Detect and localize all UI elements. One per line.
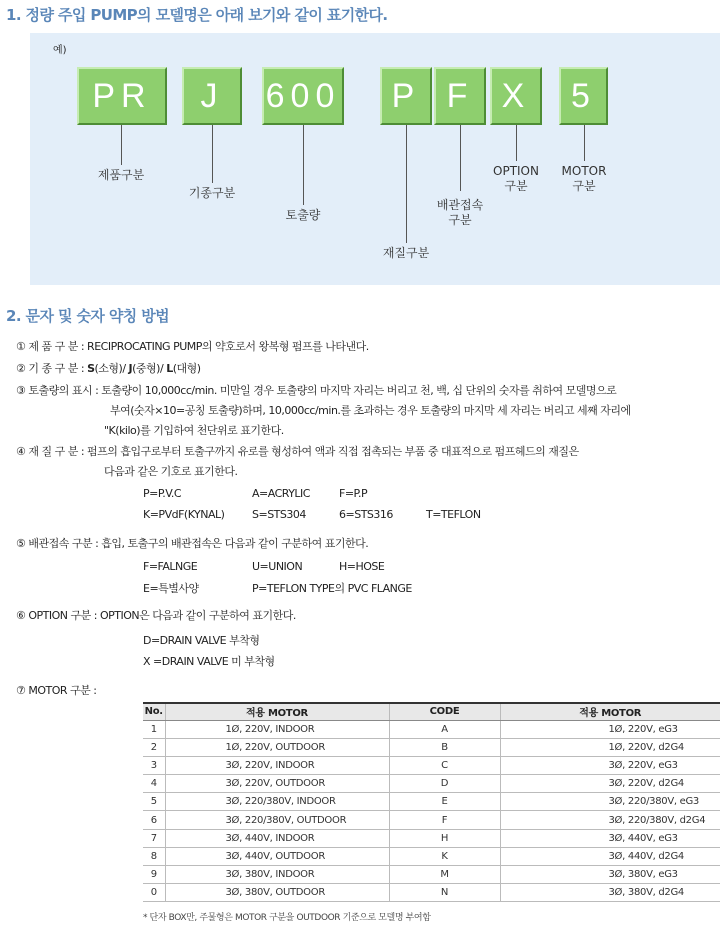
material-code: F=P.P bbox=[339, 487, 368, 500]
pipe-code: U=UNION bbox=[252, 560, 303, 573]
item-pipe: ⑤ 배관접속 구분 : 흡입, 토출구의 배관접속은 다음과 같이 구분하여 표기한다. bbox=[16, 537, 369, 550]
option-code: D=DRAIN VALVE 부착형 bbox=[143, 634, 260, 647]
option-code: X =DRAIN VALVE 미 부착형 bbox=[143, 655, 275, 668]
connector-line bbox=[303, 125, 304, 205]
table-row: 4 3Ø, 220V, OUTDOOR D 3Ø, 220V, d2G4 bbox=[143, 775, 720, 793]
label-motor: MOTOR 구분 bbox=[561, 164, 607, 193]
connector-line bbox=[584, 125, 585, 161]
footnote: * 단자 BOX만, 주물형은 MOTOR 구분을 OUTDOOR 기준으로 모델명 부여함 bbox=[143, 913, 431, 923]
header-motor-applied: 적용 MOTOR bbox=[500, 703, 720, 720]
section2-title: 2. 문자 및 숫자 약칭 방법 bbox=[6, 307, 170, 325]
table-row: 6 3Ø, 220/380V, OUTDOOR F 3Ø, 220/380V, d2G4 bbox=[143, 811, 720, 829]
material-code: 6=STS316 bbox=[339, 508, 393, 521]
connector-line bbox=[516, 125, 517, 161]
code-box-x: X bbox=[490, 67, 542, 125]
item-motor: ⑦ MOTOR 구분 : bbox=[16, 684, 97, 697]
connector-line bbox=[406, 125, 407, 243]
code-box-p: P bbox=[380, 67, 432, 125]
pipe-code: F=FALNGE bbox=[143, 560, 198, 573]
item-product-type: ① 제 품 구 분 : RECIPROCATING PUMP의 약호로서 왕복형 펌프를 나타낸다. bbox=[16, 340, 369, 353]
code-box-pr: PR bbox=[77, 67, 167, 125]
connector-line bbox=[460, 125, 461, 191]
code-box-f: F bbox=[434, 67, 486, 125]
table-row: 0 3Ø, 380V, OUTDOOR N 3Ø, 380V, d2G4 bbox=[143, 884, 720, 902]
item-flow-line2: 부여(숫자×10=공칭 토출량)하며, 10,000cc/min.를 초과하는 경우 토출량의 마지막 세 자리는 버리고 세째 자리에 bbox=[110, 404, 631, 417]
material-code: A=ACRYLIC bbox=[252, 487, 310, 500]
table-row: 2 1Ø, 220V, OUTDOOR B 1Ø, 220V, d2G4 bbox=[143, 738, 720, 756]
table-row: 7 3Ø, 440V, INDOOR H 3Ø, 440V, eG3 bbox=[143, 829, 720, 847]
code-box-5: 5 bbox=[559, 67, 608, 125]
table-row: 9 3Ø, 380V, INDOOR M 3Ø, 380V, eG3 bbox=[143, 866, 720, 884]
table-header-row bbox=[143, 703, 720, 720]
label-pipe: 배관접속 구분 bbox=[436, 198, 484, 227]
connector-line bbox=[212, 125, 213, 183]
label-option: OPTION 구분 bbox=[493, 164, 539, 193]
item-model-type: ② 기 종 구 분 : S(소형)/ J(중형)/ L(대형) bbox=[16, 362, 201, 375]
table-row: 8 3Ø, 440V, OUTDOOR K 3Ø, 440V, d2G4 bbox=[143, 847, 720, 865]
pipe-code: E=특별사양 bbox=[143, 582, 199, 595]
material-code: T=TEFLON bbox=[426, 508, 481, 521]
pipe-code: P=TEFLON TYPE의 PVC FLANGE bbox=[252, 582, 412, 595]
material-code: S=STS304 bbox=[252, 508, 306, 521]
code-box-j: J bbox=[182, 67, 242, 125]
pipe-code: H=HOSE bbox=[339, 560, 385, 573]
motor-table bbox=[143, 702, 720, 902]
material-code: P=P.V.C bbox=[143, 487, 182, 500]
header-code: CODE bbox=[389, 703, 500, 720]
connector-line bbox=[121, 125, 122, 165]
material-code: K=PVdF(KYNAL) bbox=[143, 508, 225, 521]
item-flow-line1: ③ 토출량의 표시 : 토출량이 10,000cc/min. 미만일 경우 토출량의 마지막 자리는 버리고 천, 백, 십 단위의 숫자를 취하여 모델명으로 bbox=[16, 384, 617, 397]
item-option: ⑥ OPTION 구분 : OPTION은 다음과 같이 구분하여 표기한다. bbox=[16, 609, 296, 622]
item-flow-line3: "K(kilo)를 기입하여 천단위로 표기한다. bbox=[104, 424, 284, 437]
header-motor: 적용 MOTOR bbox=[165, 703, 389, 720]
table-row: 1 1Ø, 220V, INDOOR A 1Ø, 220V, eG3 bbox=[143, 720, 720, 738]
example-label: 예) bbox=[53, 45, 67, 56]
table-row: 3 3Ø, 220V, INDOOR C 3Ø, 220V, eG3 bbox=[143, 756, 720, 774]
label-flow: 토출량 bbox=[285, 208, 321, 222]
label-material: 재질구분 bbox=[382, 246, 430, 260]
label-product: 제품구분 bbox=[97, 168, 145, 182]
item-material-line2: 다음과 같은 기호로 표기한다. bbox=[104, 465, 238, 478]
code-box-600: 600 bbox=[262, 67, 344, 125]
table-row: 5 3Ø, 220/380V, INDOOR E 3Ø, 220/380V, eG3 bbox=[143, 793, 720, 811]
label-type: 기종구분 bbox=[188, 186, 236, 200]
section1-title: 1. 정량 주입 PUMP의 모델명은 아래 보기와 같이 표기한다. bbox=[6, 6, 388, 24]
item-material-line1: ④ 재 질 구 분 : 펌프의 흡입구로부터 토출구까지 유로를 형성하여 액과 직접 접촉되는 부품 중 대표적으로 펌프헤드의 재질은 bbox=[16, 445, 579, 458]
header-no: No. bbox=[143, 703, 165, 720]
